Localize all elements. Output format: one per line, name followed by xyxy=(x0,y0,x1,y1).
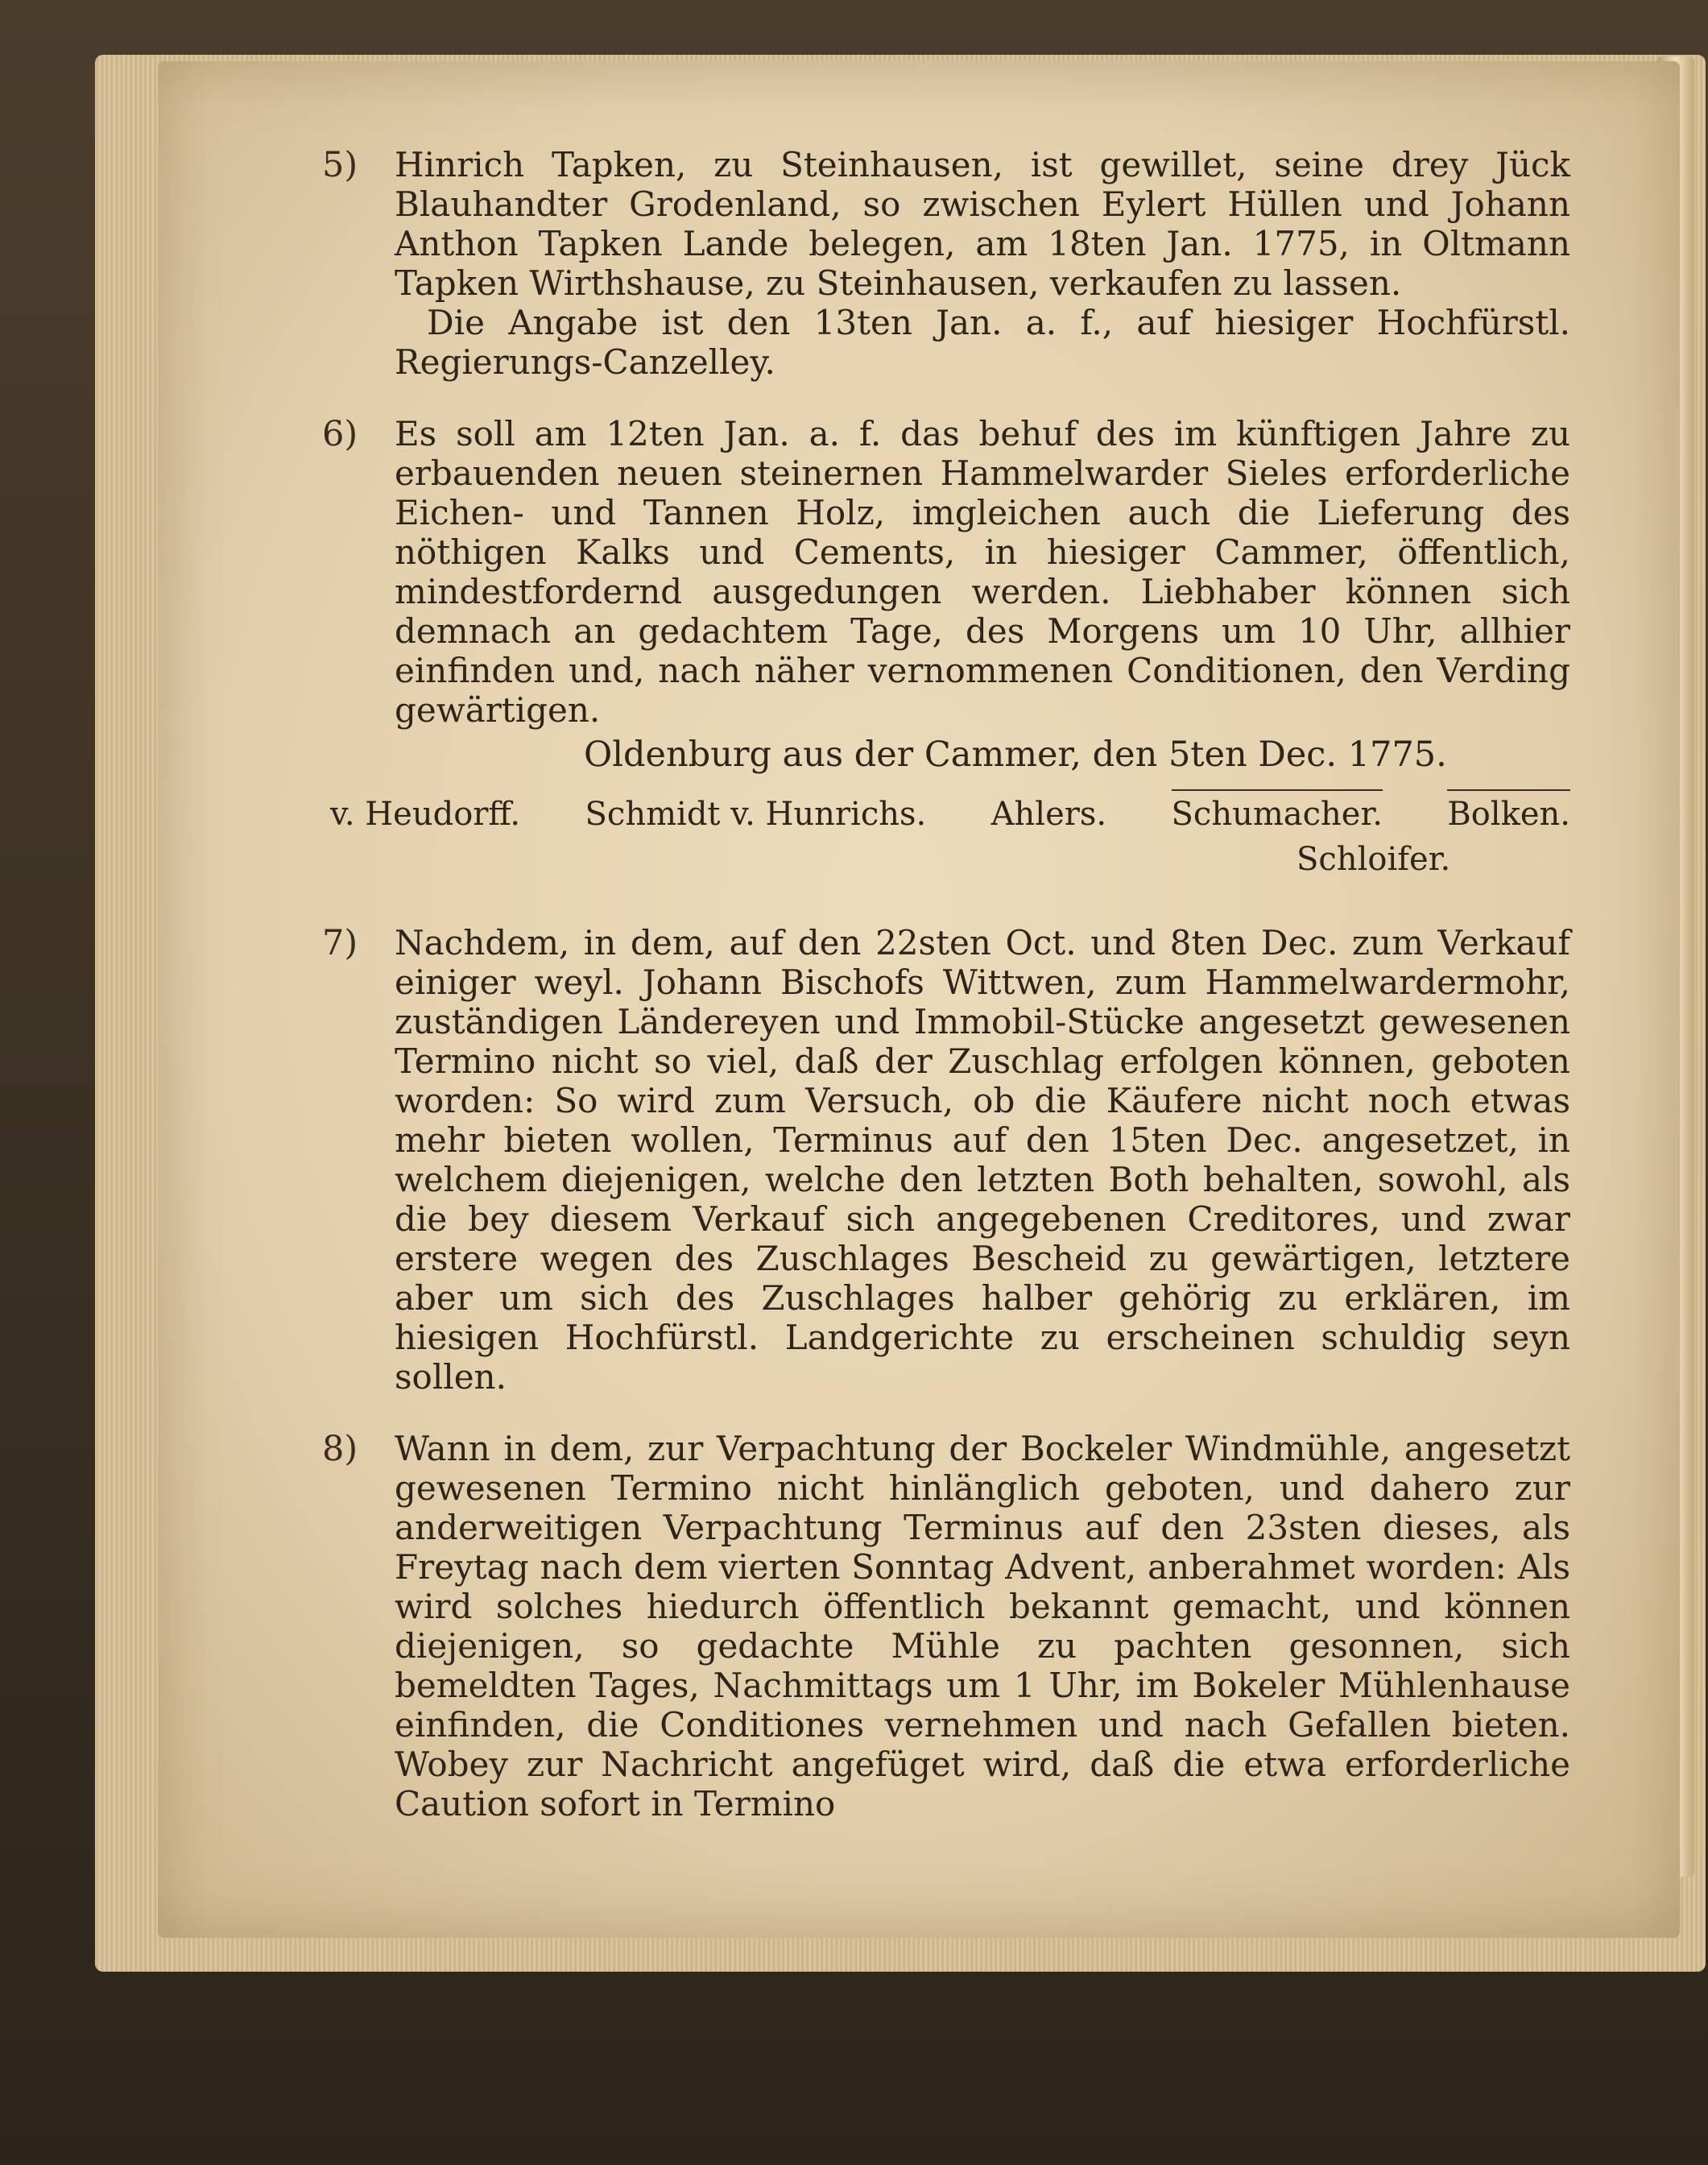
entry-paragraph: Es soll am 12ten Jan. a. f. das behuf des im künftigen Jahre zu erbauenden neuen steinernen Hammelwarder Sieles erforderliche Eichen- und Tannen Holz, imgleichen auch die Lieferung des nöthigen Kalks und Cements, in hiesiger Cammer, öffentlich, mindestfordernd ausgedungen werden. Liebhaber können sich demnach an gedachtem Tage, des Morgens um 10 Uhr, allhier einfinden und, nach näher vernommenen Conditionen, den Verding gewärtigen. xyxy=(395,414,1570,730)
signature: Ahlers. xyxy=(990,796,1107,833)
signature: v. Heudorff. xyxy=(330,796,521,833)
entry-number: 5) xyxy=(322,145,358,185)
dateline: Oldenburg aus der Cammer, den 5ten Dec. 1775. xyxy=(584,735,1447,775)
signature: Schloifer. xyxy=(1297,841,1451,878)
entry-paragraph: Die Angabe ist den 13ten Jan. a. f., auf hiesiger Hochfürstl. Regierungs-Canzelley. xyxy=(395,303,1570,382)
entry-7 xyxy=(322,923,1570,1397)
entry-paragraph: Nachdem, in dem, auf den 22sten Oct. und 8ten Dec. zum Verkauf einiger weyl. Johann Bischofs Wittwen, zum Hammelwardermohr, zuständigen Ländereyen und Immobil-Stücke angesetzt gewesenen Termino nicht so viel, daß der Zuschlag erfolgen können, geboten worden: So wird zum Versuch, ob die Käufere nicht noch etwas mehr bieten wollen, Terminus auf den 15ten Dec. angesetzet, in welchem diejenigen, welche den letzten Both behalten, sowohl, als die bey diesem Verkauf sich angegebenen Creditores, und zwar erstere wegen des Zuschlages Bescheid zu gewärtigen, letztere aber um sich des Zuschlages halber gehörig zu erklären, im hiesigen Hochfürstl. Landgerichte zu erscheinen schuldig seyn sollen. xyxy=(395,923,1570,1397)
signature-row xyxy=(330,789,1570,833)
signature: Schumacher. xyxy=(1172,789,1383,833)
entry-number: 7) xyxy=(322,923,358,963)
entry-5 xyxy=(322,145,1570,382)
entry-paragraph: Hinrich Tapken, zu Steinhausen, ist gewillet, seine drey Jück Blauhandter Grodenland, so zwischen Eylert Hüllen und Johann Anthon Tapken Lande belegen, am 18ten Jan. 1775, in Oltmann Tapken Wirthshause, zu Steinhausen, verkaufen zu lassen. xyxy=(395,145,1570,303)
entry-number: 6) xyxy=(322,414,358,454)
entry-paragraph: Wann in dem, zur Verpachtung der Bockeler Windmühle, angesetzt gewesenen Termino nicht hinlänglich geboten, und dahero zur anderweitigen Verpachtung Terminus auf den 23sten dieses, als Freytag nach dem vierten Sonntag Advent, anberahmet worden: Als wird solches hiedurch öffentlich bekannt gemacht, und können diejenigen, so gedachte Mühle zu pachten gesonnen, sich bemeldten Tages, Nachmittags um 1 Uhr, im Bokeler Mühlenhause einfinden, die Conditiones vernehmen und nach Gefallen bieten. Wobey zur Nachricht angefüget wird, daß die etwa erforderliche Caution sofort in Termino xyxy=(395,1429,1570,1823)
signature: Schmidt v. Hunrichs. xyxy=(585,796,927,833)
entry-number: 8) xyxy=(322,1429,358,1469)
entry-8 xyxy=(322,1429,1570,1823)
signature: Bolken. xyxy=(1447,789,1570,833)
entry-6 xyxy=(322,414,1570,878)
page-text xyxy=(322,145,1570,1856)
